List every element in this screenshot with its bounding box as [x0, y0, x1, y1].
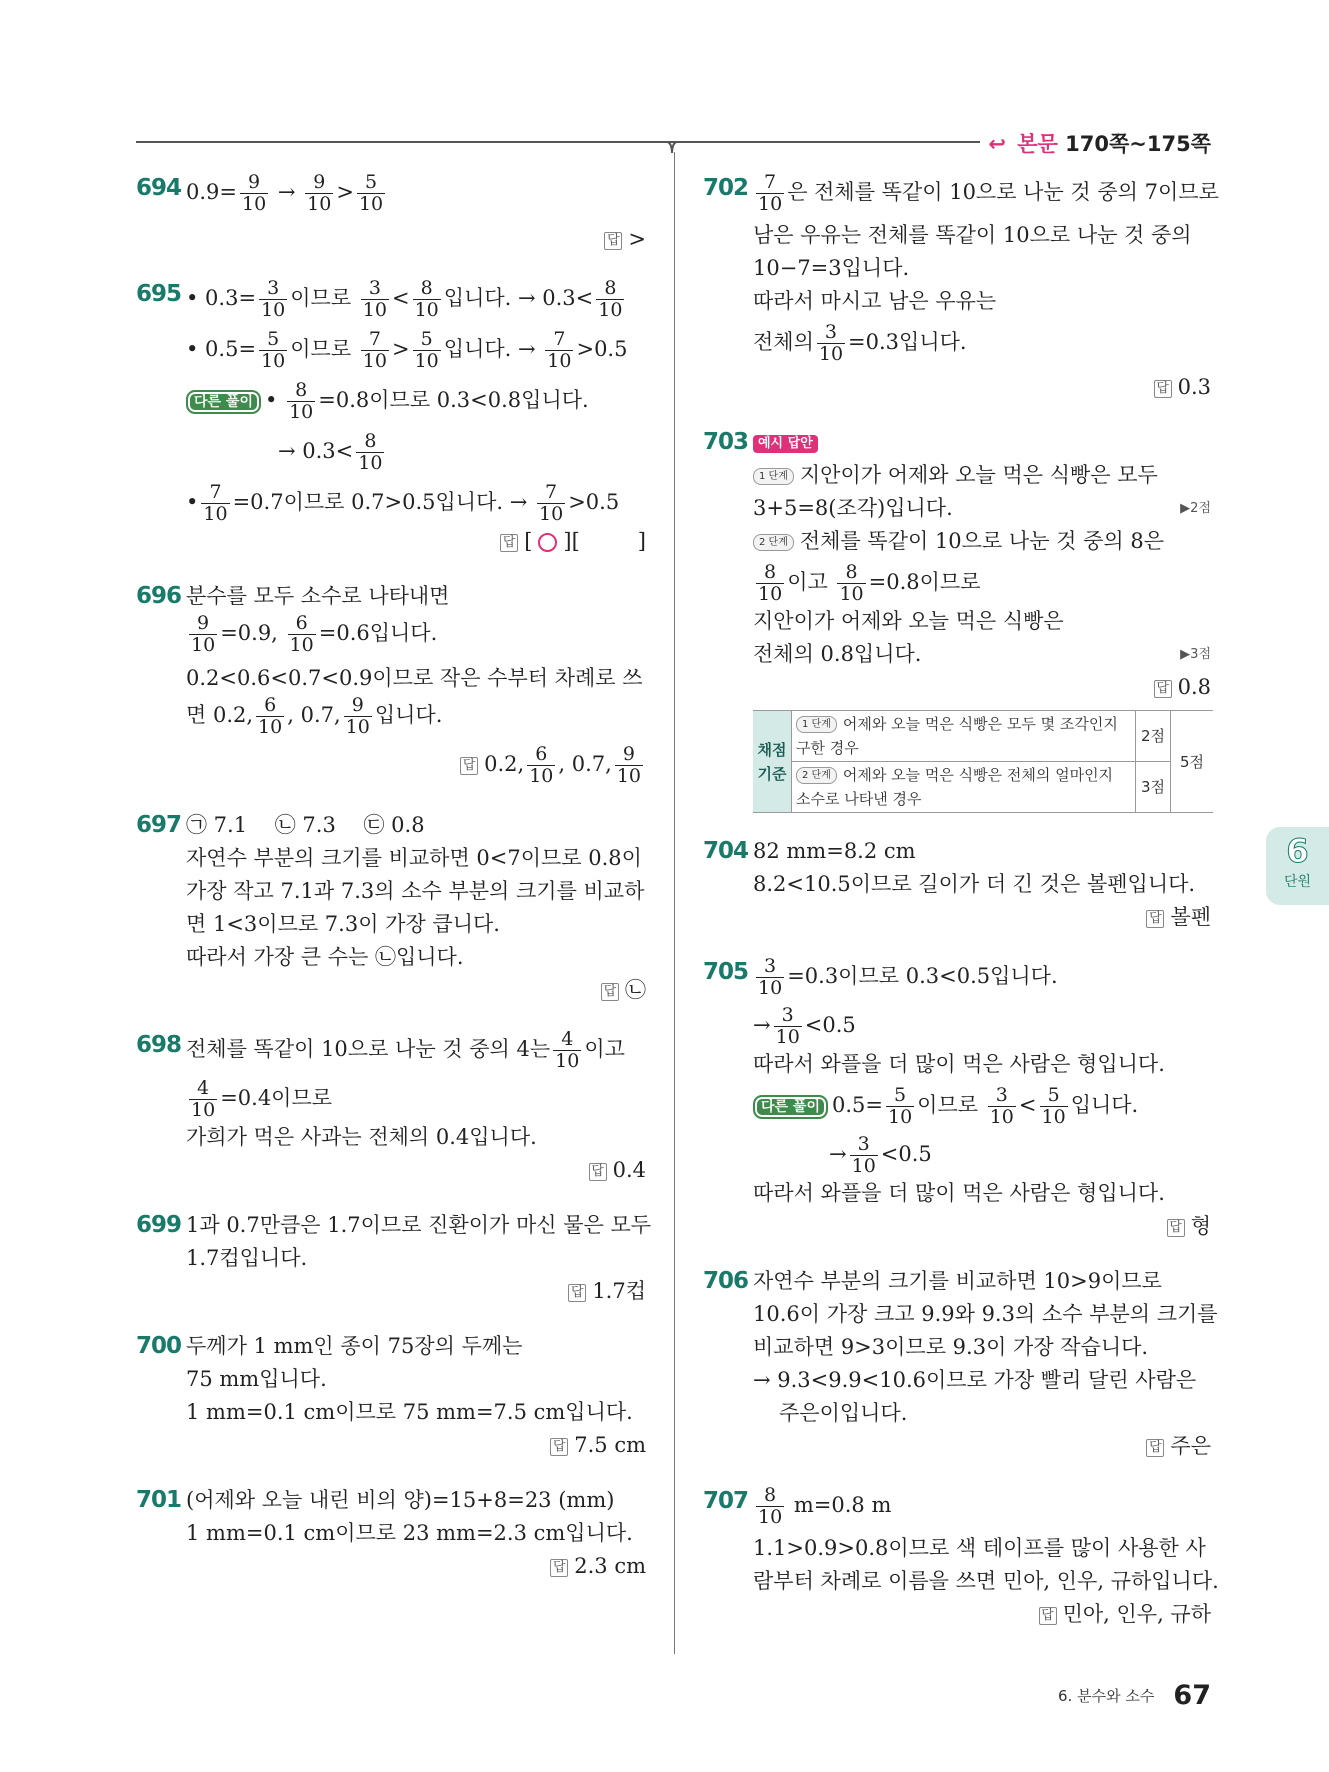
text: • 0.5=	[186, 337, 257, 361]
other-solution-badge: 다른 풀이	[186, 390, 261, 414]
text: =0.6입니다.	[318, 621, 438, 645]
fraction: $\frac{3}{10}$	[851, 1133, 876, 1177]
fraction: $\frac{8}{10}$	[289, 379, 314, 423]
text: 82 mm=8.2 cm	[753, 839, 916, 863]
fraction: $\frac{3}{10}$	[775, 1004, 800, 1048]
answer: 답 1.7컵	[186, 1275, 646, 1308]
fraction: $\frac{5}{10}$	[414, 328, 439, 372]
fraction: $\frac{7}{10}$	[539, 481, 564, 525]
text: 0.5=	[831, 1093, 883, 1117]
fraction: $\frac{9}{10}$	[191, 612, 216, 656]
return-arrow-icon: ↩	[988, 132, 1006, 156]
text: 1.7컵입니다.	[186, 1246, 308, 1270]
text: 전체를 똑같이 10으로 나눈 것 중의 4는	[186, 1037, 551, 1061]
reference-label: 본문	[1017, 132, 1058, 156]
problem-number: 694	[136, 175, 182, 201]
text: <	[391, 286, 410, 310]
fraction: $\frac{4}{10}$	[555, 1028, 580, 1072]
criteria-row-1: 1 단계 어제와 오늘 먹은 식빵은 모두 몇 조각인지 구한 경우	[792, 711, 1136, 762]
fraction: $\frac{5}{10}$	[887, 1084, 913, 1128]
text: •	[264, 388, 278, 412]
footer	[1058, 1680, 1211, 1711]
example-answer-badge: 예시 답안	[753, 435, 818, 453]
fraction: $\frac{5}{10}$	[261, 328, 286, 372]
answer: 답 볼펜	[753, 901, 1211, 934]
fraction: $\frac{8}{10}$	[598, 277, 623, 321]
answer: 답 2.3 cm	[186, 1550, 646, 1583]
text: 1과 0.7만큼은 1.7이므로 진환이가 마신 물은 모두	[186, 1213, 652, 1237]
text: 람부터 차례로 이름을 쓰면 민아, 인우, 규하입니다.	[753, 1569, 1219, 1593]
text: →	[753, 1013, 771, 1037]
problem-697	[136, 809, 646, 1007]
points-label: ▶3점	[1180, 647, 1211, 662]
text: 지안이가 어제와 오늘 먹은 식빵은 모두	[799, 463, 1158, 487]
fraction: $\frac{3}{10}$	[261, 277, 286, 321]
row-1-points: 2점	[1136, 711, 1171, 762]
right-column	[703, 171, 1219, 1653]
fraction: $\frac{8}{10}$	[414, 277, 439, 321]
other-solution-badge: 다른 풀이	[753, 1095, 828, 1119]
text: 0.9=	[186, 180, 237, 204]
text: 75 mm입니다.	[186, 1367, 327, 1391]
answer: 답 형	[753, 1210, 1211, 1243]
answer: 답 0.3	[753, 371, 1211, 404]
text: 남은 우유는 전체를 똑같이 10으로 나눈 것 중의	[753, 223, 1192, 247]
text: • 0.3=	[186, 286, 257, 310]
text: 입니다.	[1070, 1093, 1139, 1117]
problem-695	[136, 278, 646, 558]
fraction: $\frac{7}{10}$	[203, 481, 228, 525]
problem-number: 702	[703, 175, 749, 201]
text: 1 mm=0.1 cm이므로 23 mm=2.3 cm입니다.	[186, 1521, 633, 1545]
answer: 답 민아, 인우, 규하	[753, 1598, 1211, 1631]
text: 10−7=3입니다.	[753, 256, 910, 280]
fraction: $\frac{8}{10}$	[758, 1484, 783, 1528]
text: 1 mm=0.1 cm이므로 75 mm=7.5 cm입니다.	[186, 1400, 633, 1424]
text: 자연수 부분의 크기를 비교하면 0<7이므로 0.8이	[186, 846, 642, 870]
problem-number: 705	[703, 959, 749, 985]
text: →	[277, 180, 296, 204]
problem-698	[136, 1029, 646, 1187]
text: 입니다. →	[443, 337, 536, 361]
answer: 답 >	[186, 223, 646, 256]
problem-699	[136, 1209, 652, 1308]
text: 전체의 0.8입니다.	[753, 642, 922, 666]
grading-table	[753, 710, 1213, 813]
text: (어제와 오늘 내린 비의 양)=15+8=23 (mm)	[186, 1488, 615, 1512]
problem-704	[703, 835, 1211, 934]
text: 이고	[787, 570, 828, 594]
text: 이므로	[290, 286, 352, 310]
text: =0.8이므로	[868, 570, 981, 594]
text: 10.6이 가장 크고 9.9와 9.3의 소수 부분의 크기를	[753, 1302, 1218, 1326]
section-title: 6. 분수와 소수	[1058, 1687, 1155, 1705]
text: 이므로	[290, 337, 352, 361]
circle-mark-icon	[538, 533, 557, 552]
text: =0.4이므로	[220, 1086, 333, 1110]
problem-number: 697	[136, 812, 182, 838]
text: 8.2<10.5이므로 길이가 더 긴 것은 볼펜입니다.	[753, 872, 1196, 896]
problem-number: 698	[136, 1032, 182, 1058]
answer: 답 [ ][ ]	[186, 525, 646, 558]
problem-705	[703, 956, 1211, 1243]
fraction: $\frac{8}{10}$	[358, 430, 383, 474]
text: 지안이가 어제와 오늘 먹은 식빵은	[753, 609, 1064, 633]
text: 따라서 마시고 남은 우유는	[753, 289, 997, 313]
fraction: $\frac{6}{10}$	[258, 694, 283, 738]
header-notch	[664, 141, 680, 155]
fraction: $\frac{3}{10}$	[362, 277, 387, 321]
text: 비교하면 9>3이므로 9.3이 가장 작습니다.	[753, 1335, 1149, 1359]
text: >0.5	[568, 490, 620, 514]
unit-tab	[1266, 827, 1329, 905]
text: =0.9,	[220, 621, 278, 645]
text: 분수를 모두 소수로 나타내면	[186, 584, 450, 608]
problem-number: 701	[136, 1487, 182, 1513]
text: 따라서 와플을 더 많이 먹은 사람은 형입니다.	[753, 1052, 1165, 1076]
left-column	[136, 171, 652, 1605]
fraction: $\frac{8}{10}$	[758, 561, 783, 605]
problem-694	[136, 172, 646, 256]
problem-number: 695	[136, 281, 182, 307]
step-badge: 1 단계	[753, 468, 794, 485]
fraction: $\frac{8}{10}$	[839, 561, 864, 605]
text: >0.5	[576, 337, 628, 361]
text: m=0.8 m	[793, 1493, 892, 1517]
answer: 답 7.5 cm	[186, 1429, 646, 1462]
problem-700	[136, 1330, 646, 1462]
problem-707	[703, 1484, 1219, 1631]
text: 전체의	[753, 330, 814, 354]
text: 이고	[584, 1037, 625, 1061]
problem-703	[703, 426, 1211, 813]
text: >	[391, 337, 410, 361]
text: 면 0.2,	[186, 703, 254, 727]
answer: 답 ㉡	[186, 974, 646, 1007]
criteria-row-2: 2 단계 어제와 오늘 먹은 식빵은 전체의 얼마인지 소수로 나타낸 경우	[792, 762, 1136, 813]
text: <0.5	[880, 1142, 932, 1166]
fraction: $\frac{7}{10}$	[547, 328, 572, 372]
text: 이므로	[917, 1093, 979, 1117]
answer: 답 0.2, $\frac{6}{10}$ , 0.7, $\frac{9}{10}$	[186, 744, 646, 787]
text: =0.3이므로 0.3<0.5입니다.	[787, 964, 1058, 988]
problem-number: 706	[703, 1268, 749, 1294]
text: =0.7이므로 0.7>0.5입니다. →	[232, 490, 528, 514]
problem-number: 700	[136, 1333, 182, 1359]
text: 주은이입니다.	[779, 1401, 908, 1425]
text: 입니다. → 0.3<	[443, 286, 594, 310]
page-reference	[980, 128, 1211, 158]
text: <0.5	[804, 1013, 856, 1037]
text: , 0.7,	[287, 703, 341, 727]
text: 1.1>0.9>0.8이므로 색 테이프를 많이 사용한 사	[753, 1536, 1206, 1560]
fraction: $\frac{3}{10}$	[758, 955, 783, 999]
problem-702	[703, 171, 1219, 404]
problem-number: 699	[136, 1212, 182, 1238]
text: 따라서 가장 큰 수는 ㉡입니다.	[186, 945, 464, 969]
fraction: $\frac{3}{10}$	[989, 1084, 1014, 1128]
page-number: 67	[1173, 1680, 1211, 1711]
total-points: 5점	[1171, 711, 1214, 813]
text: =0.3입니다.	[848, 330, 967, 354]
text: 가장 작고 7.1과 7.3의 소수 부분의 크기를 비교하	[186, 879, 645, 903]
text: 3+5=8(조각)입니다.	[753, 496, 953, 520]
fraction: $\frac{9}{10}$	[242, 171, 267, 215]
step-badge: 2 단계	[753, 534, 794, 551]
answer: 답 0.8	[753, 671, 1211, 704]
text: =0.8이므로 0.3<0.8입니다.	[318, 388, 589, 412]
text: → 9.3<9.9<10.6이므로 가장 빨리 달린 사람은	[753, 1368, 1197, 1392]
points-label: ▶2점	[1180, 501, 1211, 516]
text: 가희가 먹은 사과는 전체의 0.4입니다.	[186, 1125, 537, 1149]
problem-number: 707	[703, 1488, 749, 1514]
text: → 0.3<	[278, 439, 354, 463]
unit-number: 6	[1286, 832, 1309, 870]
text: 0.2<0.6<0.7<0.9이므로 작은 수부터 차례로 쓰	[186, 666, 643, 690]
fraction: $\frac{7}{10}$	[758, 171, 783, 215]
column-divider	[674, 152, 675, 1654]
fraction: $\frac{4}{10}$	[191, 1077, 216, 1121]
problem-706	[703, 1265, 1218, 1463]
fraction: $\frac{3}{10}$	[818, 321, 844, 365]
unit-label: 단원	[1283, 874, 1312, 890]
text: <	[1018, 1093, 1037, 1117]
answer: 답 0.4	[186, 1154, 646, 1187]
text: 따라서 와플을 더 많이 먹은 사람은 형입니다.	[753, 1181, 1165, 1205]
problem-number: 704	[703, 838, 749, 864]
problem-701	[136, 1484, 646, 1583]
text: 자연수 부분의 크기를 비교하면 10>9이므로	[753, 1269, 1162, 1293]
answer: 답 주은	[753, 1430, 1211, 1463]
problem-696	[136, 580, 646, 787]
reference-range: 170쪽~175쪽	[1065, 132, 1211, 156]
criteria-header: 채점 기준	[753, 711, 792, 813]
fraction: $\frac{9}{10}$	[307, 171, 332, 215]
text: •	[186, 490, 199, 514]
row-2-points: 3점	[1136, 762, 1171, 813]
text: 은 전체를 똑같이 10으로 나눈 것 중의 7이므로	[787, 180, 1219, 204]
text: 두께가 1 mm인 종이 75장의 두께는	[186, 1334, 523, 1358]
text: 전체를 똑같이 10으로 나눈 것 중의 8은	[799, 529, 1165, 553]
text: ㉠ 7.1 ㉡ 7.3 ㉢ 0.8	[186, 813, 425, 837]
text: 입니다.	[374, 703, 443, 727]
text: →	[829, 1142, 847, 1166]
text: >	[336, 180, 354, 204]
problem-number: 696	[136, 583, 182, 609]
fraction: $\frac{7}{10}$	[362, 328, 387, 372]
fraction: $\frac{5}{10}$	[1041, 1084, 1066, 1128]
fraction: $\frac{9}{10}$	[345, 694, 370, 738]
problem-number: 703	[703, 429, 749, 455]
fraction: $\frac{5}{10}$	[358, 171, 384, 215]
fraction: $\frac{6}{10}$	[289, 612, 314, 656]
text: 면 1<3이므로 7.3이 가장 큽니다.	[186, 912, 500, 936]
